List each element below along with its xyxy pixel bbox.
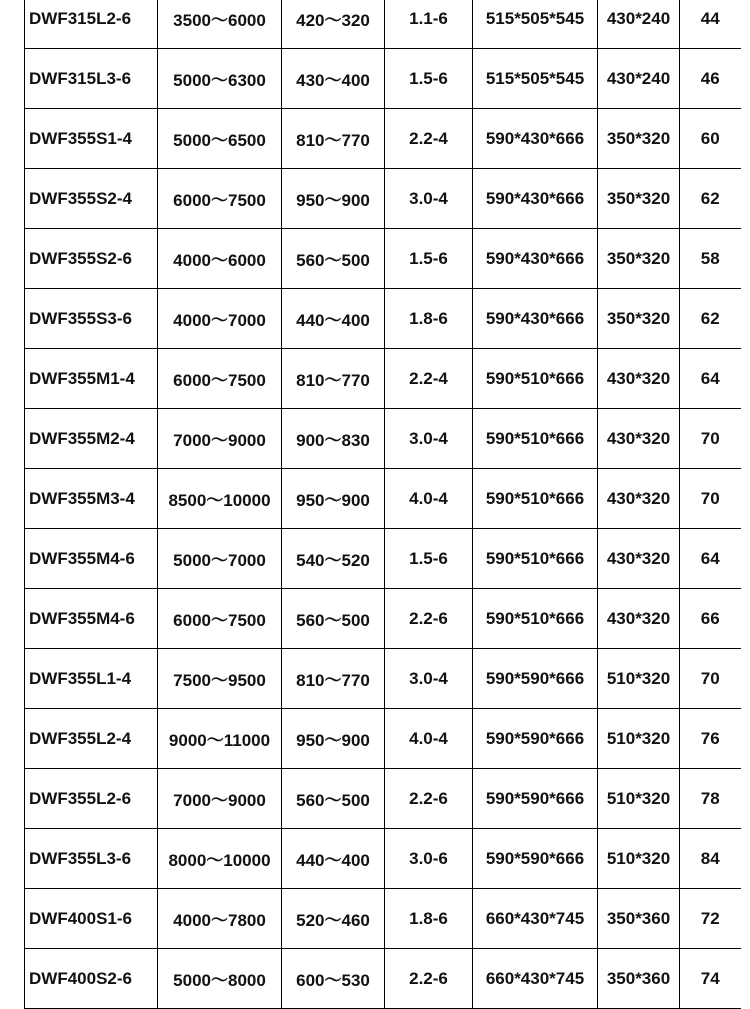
model-cell: DWF400S2-6 bbox=[25, 949, 158, 1009]
weight-cell: 76 bbox=[680, 709, 741, 769]
dimensions-cell: 590*510*666 bbox=[473, 409, 598, 469]
outlet-cell: 430*240 bbox=[598, 49, 680, 109]
model-cell: DWF355L3-6 bbox=[25, 829, 158, 889]
airflow-cell: 6000～7500 bbox=[158, 169, 282, 229]
airflow-cell: 7500～9500 bbox=[158, 649, 282, 709]
model-cell: DWF355M3-4 bbox=[25, 469, 158, 529]
outlet-cell: 430*320 bbox=[598, 349, 680, 409]
table-row bbox=[25, 469, 741, 529]
outlet-cell: 350*320 bbox=[598, 109, 680, 169]
dimensions-cell: 590*430*666 bbox=[473, 289, 598, 349]
outlet-cell: 350*320 bbox=[598, 229, 680, 289]
model-cell: DWF355L1-4 bbox=[25, 649, 158, 709]
weight-cell: 70 bbox=[680, 469, 741, 529]
outlet-cell: 430*320 bbox=[598, 469, 680, 529]
outlet-cell: 430*240 bbox=[598, 0, 680, 49]
airflow-cell: 7000～9000 bbox=[158, 409, 282, 469]
dimensions-cell: 590*590*666 bbox=[473, 829, 598, 889]
model-cell: DWF355S2-6 bbox=[25, 229, 158, 289]
pressure-cell: 810～770 bbox=[282, 349, 385, 409]
table-row bbox=[25, 589, 741, 649]
dimensions-cell: 590*590*666 bbox=[473, 649, 598, 709]
power-cell: 3.0-4 bbox=[385, 169, 473, 229]
power-cell: 3.0-4 bbox=[385, 649, 473, 709]
power-cell: 2.2-4 bbox=[385, 109, 473, 169]
pressure-cell: 560～500 bbox=[282, 589, 385, 649]
model-cell: DWF355M4-6 bbox=[25, 529, 158, 589]
weight-cell: 62 bbox=[680, 289, 741, 349]
outlet-cell: 510*320 bbox=[598, 649, 680, 709]
power-cell: 2.2-6 bbox=[385, 949, 473, 1009]
dimensions-cell: 590*510*666 bbox=[473, 529, 598, 589]
pressure-cell: 560～500 bbox=[282, 229, 385, 289]
pressure-cell: 440～400 bbox=[282, 289, 385, 349]
dimensions-cell: 660*430*745 bbox=[473, 889, 598, 949]
table-body bbox=[25, 0, 741, 1009]
dimensions-cell: 590*430*666 bbox=[473, 169, 598, 229]
dimensions-cell: 590*510*666 bbox=[473, 589, 598, 649]
power-cell: 4.0-4 bbox=[385, 469, 473, 529]
airflow-cell: 3500～6000 bbox=[158, 0, 282, 49]
model-cell: DWF355M2-4 bbox=[25, 409, 158, 469]
table-row bbox=[25, 769, 741, 829]
weight-cell: 64 bbox=[680, 529, 741, 589]
dimensions-cell: 590*510*666 bbox=[473, 469, 598, 529]
power-cell: 2.2-6 bbox=[385, 769, 473, 829]
power-cell: 3.0-4 bbox=[385, 409, 473, 469]
pressure-cell: 520～460 bbox=[282, 889, 385, 949]
airflow-cell: 8000～10000 bbox=[158, 829, 282, 889]
pressure-cell: 900～830 bbox=[282, 409, 385, 469]
outlet-cell: 430*320 bbox=[598, 409, 680, 469]
outlet-cell: 430*320 bbox=[598, 529, 680, 589]
airflow-cell: 4000～7800 bbox=[158, 889, 282, 949]
model-cell: DWF355S2-4 bbox=[25, 169, 158, 229]
table-row bbox=[25, 0, 741, 49]
power-cell: 1.5-6 bbox=[385, 229, 473, 289]
weight-cell: 46 bbox=[680, 49, 741, 109]
outlet-cell: 430*320 bbox=[598, 589, 680, 649]
dimensions-cell: 660*430*745 bbox=[473, 949, 598, 1009]
pressure-cell: 420～320 bbox=[282, 0, 385, 49]
table-row bbox=[25, 709, 741, 769]
airflow-cell: 5000～7000 bbox=[158, 529, 282, 589]
pressure-cell: 540～520 bbox=[282, 529, 385, 589]
airflow-cell: 4000～7000 bbox=[158, 289, 282, 349]
pressure-cell: 440～400 bbox=[282, 829, 385, 889]
dimensions-cell: 590*590*666 bbox=[473, 769, 598, 829]
model-cell: DWF355S1-4 bbox=[25, 109, 158, 169]
model-cell: DWF400S1-6 bbox=[25, 889, 158, 949]
airflow-cell: 6000～7500 bbox=[158, 349, 282, 409]
power-cell: 1.8-6 bbox=[385, 289, 473, 349]
airflow-cell: 5000～6500 bbox=[158, 109, 282, 169]
weight-cell: 44 bbox=[680, 0, 741, 49]
weight-cell: 74 bbox=[680, 949, 741, 1009]
fan-spec-table bbox=[24, 0, 741, 1009]
airflow-cell: 7000～9000 bbox=[158, 769, 282, 829]
model-cell: DWF315L2-6 bbox=[25, 0, 158, 49]
power-cell: 1.5-6 bbox=[385, 529, 473, 589]
table-row bbox=[25, 889, 741, 949]
pressure-cell: 950～900 bbox=[282, 709, 385, 769]
pressure-cell: 600～530 bbox=[282, 949, 385, 1009]
power-cell: 1.8-6 bbox=[385, 889, 473, 949]
table-row bbox=[25, 829, 741, 889]
pressure-cell: 950～900 bbox=[282, 169, 385, 229]
model-cell: DWF355M1-4 bbox=[25, 349, 158, 409]
dimensions-cell: 590*430*666 bbox=[473, 229, 598, 289]
weight-cell: 58 bbox=[680, 229, 741, 289]
weight-cell: 78 bbox=[680, 769, 741, 829]
airflow-cell: 5000～6300 bbox=[158, 49, 282, 109]
outlet-cell: 350*320 bbox=[598, 169, 680, 229]
pressure-cell: 430～400 bbox=[282, 49, 385, 109]
weight-cell: 72 bbox=[680, 889, 741, 949]
dimensions-cell: 590*590*666 bbox=[473, 709, 598, 769]
power-cell: 2.2-4 bbox=[385, 349, 473, 409]
airflow-cell: 9000～11000 bbox=[158, 709, 282, 769]
model-cell: DWF355S3-6 bbox=[25, 289, 158, 349]
pressure-cell: 810～770 bbox=[282, 649, 385, 709]
table-row bbox=[25, 349, 741, 409]
dimensions-cell: 515*505*545 bbox=[473, 49, 598, 109]
power-cell: 1.1-6 bbox=[385, 0, 473, 49]
power-cell: 4.0-4 bbox=[385, 709, 473, 769]
outlet-cell: 510*320 bbox=[598, 769, 680, 829]
pressure-cell: 810～770 bbox=[282, 109, 385, 169]
airflow-cell: 6000～7500 bbox=[158, 589, 282, 649]
dimensions-cell: 590*430*666 bbox=[473, 109, 598, 169]
weight-cell: 66 bbox=[680, 589, 741, 649]
airflow-cell: 8500～10000 bbox=[158, 469, 282, 529]
model-cell: DWF355M4-6 bbox=[25, 589, 158, 649]
table-row bbox=[25, 409, 741, 469]
outlet-cell: 350*360 bbox=[598, 949, 680, 1009]
weight-cell: 70 bbox=[680, 649, 741, 709]
outlet-cell: 350*360 bbox=[598, 889, 680, 949]
table-row bbox=[25, 649, 741, 709]
airflow-cell: 5000～8000 bbox=[158, 949, 282, 1009]
power-cell: 1.5-6 bbox=[385, 49, 473, 109]
weight-cell: 64 bbox=[680, 349, 741, 409]
power-cell: 2.2-6 bbox=[385, 589, 473, 649]
power-cell: 3.0-6 bbox=[385, 829, 473, 889]
airflow-cell: 4000～6000 bbox=[158, 229, 282, 289]
dimensions-cell: 590*510*666 bbox=[473, 349, 598, 409]
outlet-cell: 510*320 bbox=[598, 829, 680, 889]
table-row bbox=[25, 229, 741, 289]
outlet-cell: 510*320 bbox=[598, 709, 680, 769]
model-cell: DWF355L2-6 bbox=[25, 769, 158, 829]
model-cell: DWF355L2-4 bbox=[25, 709, 158, 769]
pressure-cell: 560～500 bbox=[282, 769, 385, 829]
weight-cell: 84 bbox=[680, 829, 741, 889]
weight-cell: 60 bbox=[680, 109, 741, 169]
table-row bbox=[25, 529, 741, 589]
table-row bbox=[25, 109, 741, 169]
weight-cell: 62 bbox=[680, 169, 741, 229]
pressure-cell: 950～900 bbox=[282, 469, 385, 529]
dimensions-cell: 515*505*545 bbox=[473, 0, 598, 49]
table-row bbox=[25, 49, 741, 109]
model-cell: DWF315L3-6 bbox=[25, 49, 158, 109]
outlet-cell: 350*320 bbox=[598, 289, 680, 349]
table-row bbox=[25, 289, 741, 349]
weight-cell: 70 bbox=[680, 409, 741, 469]
table-row bbox=[25, 169, 741, 229]
